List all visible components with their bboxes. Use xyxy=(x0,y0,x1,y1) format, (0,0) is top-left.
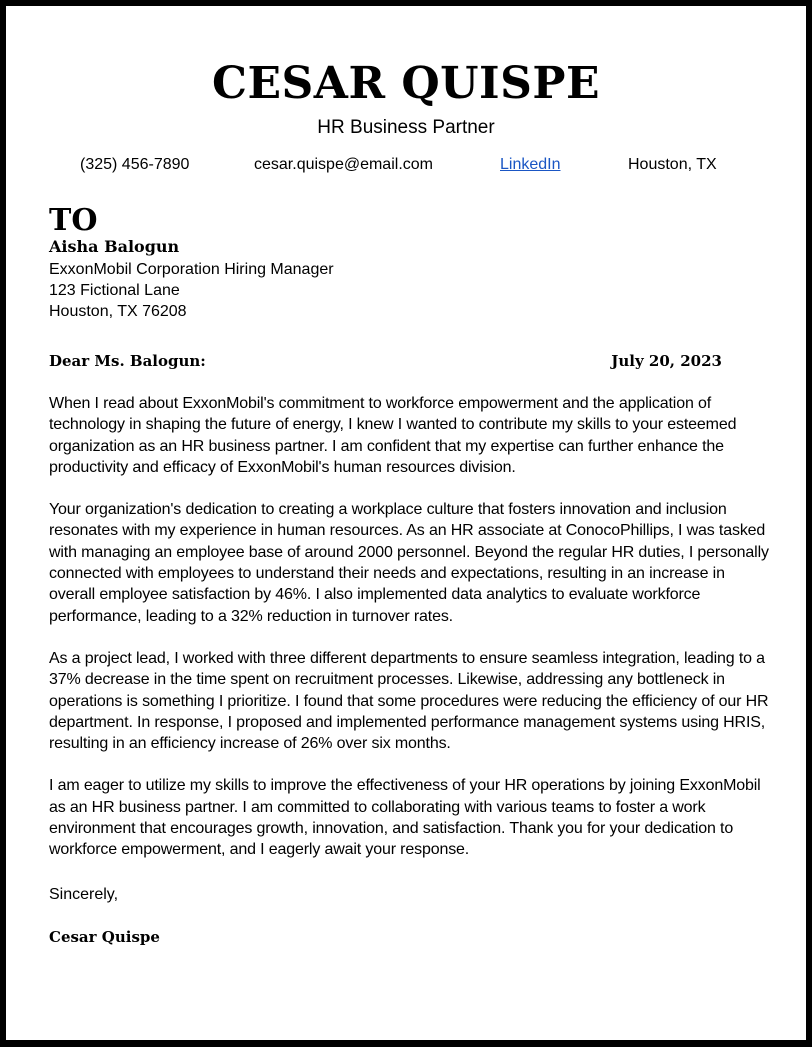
recipient-name: Aisha Balogun xyxy=(49,237,180,256)
applicant-job-title: HR Business Partner xyxy=(317,117,495,138)
body-paragraph: Your organization's dedication to creating a workplace culture that fosters innovation and inclusion resonates with my experience in human resources. As an HR associate at ConocoPhillips, I was tasked with managing an employee base of around 2000 personnel. Beyond the regular HR duties, I personally connected with employees to understand their needs and expectations, resulting in an increase in overall employee satisfaction by 46%. I also implemented data analytics to evaluate workforce performance, leading to a 32% reduction in turnover rates. xyxy=(49,501,769,625)
closing: Sincerely, xyxy=(49,886,119,903)
contact-location: Houston, TX xyxy=(628,156,717,173)
recipient-heading: TO xyxy=(49,203,98,238)
letter-body xyxy=(49,393,771,882)
linkedin-link[interactable]: LinkedIn xyxy=(500,156,561,173)
applicant-name: CESAR QUISPE xyxy=(211,58,601,109)
signature: Cesar Quispe xyxy=(49,928,160,946)
contact-phone: (325) 456-7890 xyxy=(80,156,190,173)
salutation: Dear Ms. Balogun: xyxy=(49,352,206,370)
recipient-city: Houston, TX 76208 xyxy=(49,303,187,320)
recipient-company: ExxonMobil Corporation Hiring Manager xyxy=(49,261,334,278)
letter-page xyxy=(6,6,806,1040)
contact-email: cesar.quispe@email.com xyxy=(254,156,433,173)
letter-date: July 20, 2023 xyxy=(611,352,722,370)
body-paragraph: I am eager to utilize my skills to improve the effectiveness of your HR operations by joining ExxonMobil as an HR business partner. I am committed to collaborating with various teams to foster a work environment that encourages growth, innovation, and satisfaction. Thank you for your dedication to workforce empowerment, and I eagerly await your response. xyxy=(49,777,761,859)
recipient-street: 123 Fictional Lane xyxy=(49,282,180,299)
body-paragraph: When I read about ExxonMobil's commitment to workforce empowerment and the application of technology in shaping the future of energy, I knew I wanted to contribute my skills to your esteemed organization as an HR business partner. I am confident that my expertise can further enhance the productivity and efficacy of ExxonMobil's human resources division. xyxy=(49,395,737,476)
body-paragraph: As a project lead, I worked with three different departments to ensure seamless integration, leading to a 37% decrease in the time spent on recruitment processes. Likewise, addressing any bottleneck in operations is something I prioritize. I found that some procedures were reducing the efficiency of our HR department. In response, I proposed and implemented performance management systems using HRIS, resulting in an efficiency increase of 26% over six months. xyxy=(49,649,769,753)
